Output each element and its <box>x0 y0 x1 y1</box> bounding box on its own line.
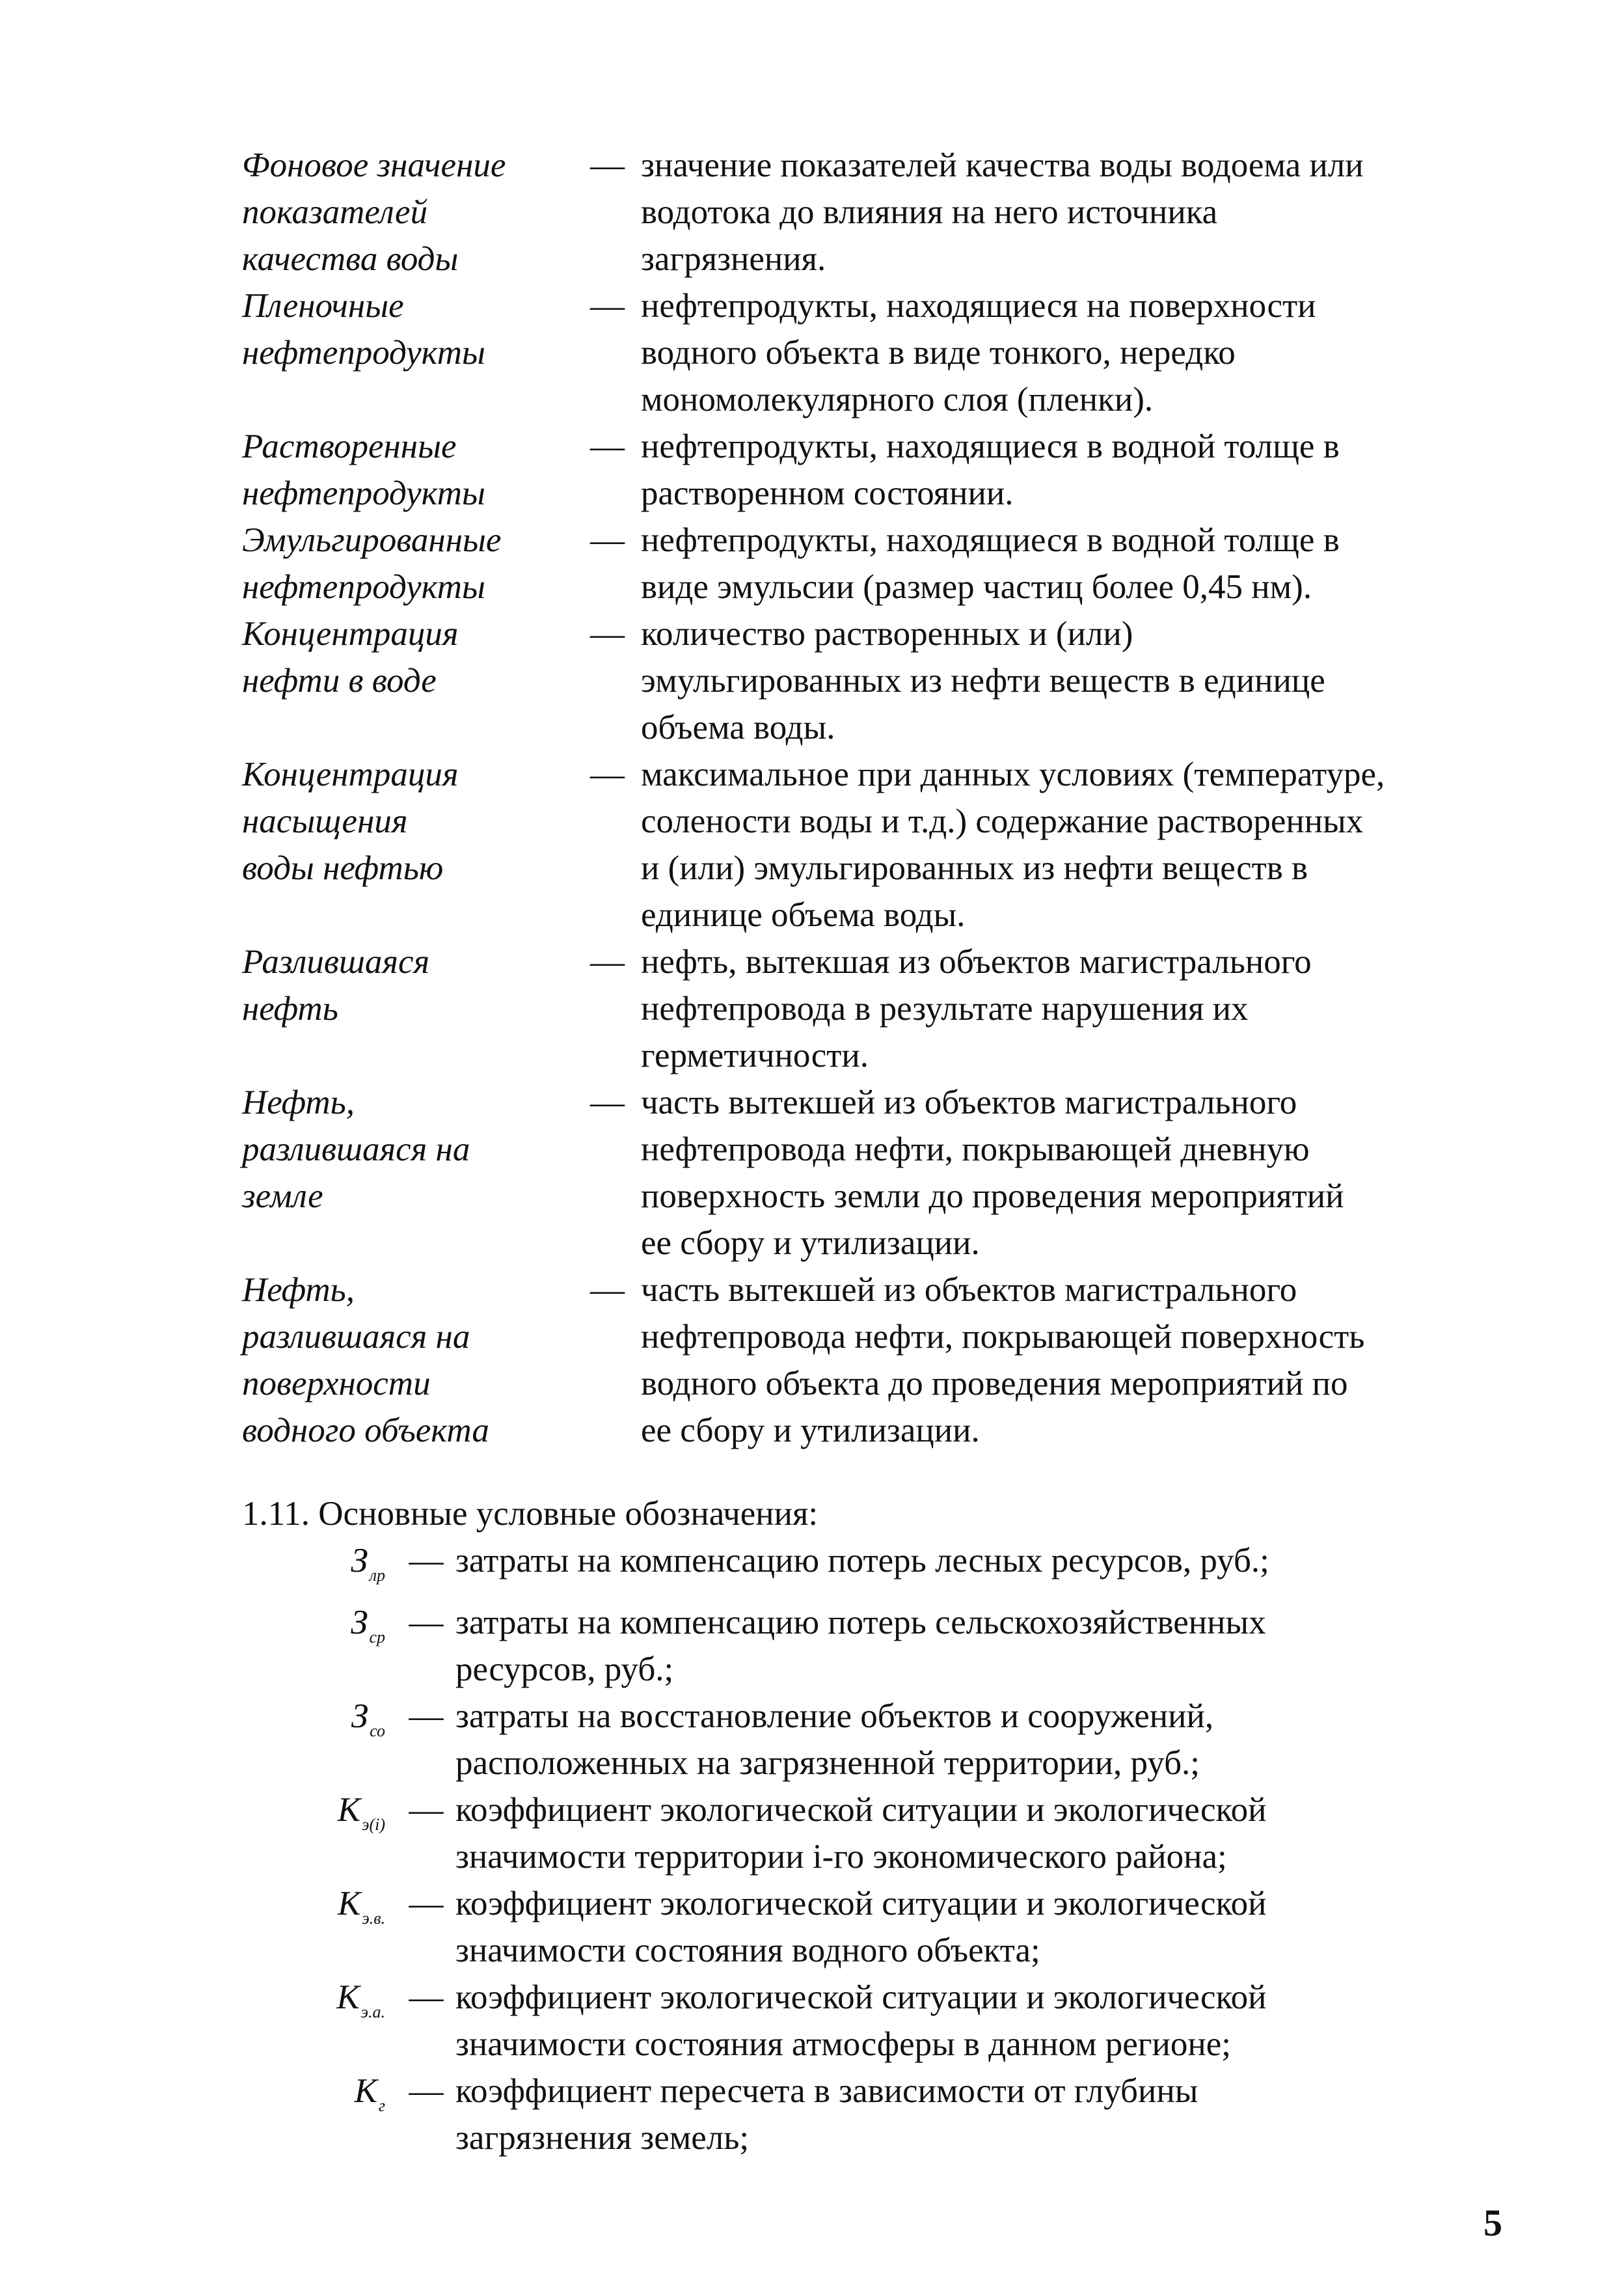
symbol: $З_{ср}$ <box>351 1604 385 1647</box>
symbol-dash: — <box>409 1978 444 2016</box>
definition-dash: — <box>590 287 625 325</box>
definition-term: Концентрация нефти в воде <box>242 615 459 700</box>
symbol-dash: — <box>409 1791 444 1829</box>
definition-text: количество растворенных и (или) эмульгированных из нефти веществ в единице объема воды. <box>641 615 1325 746</box>
definition-item <box>242 423 1530 517</box>
symbol-item <box>242 2068 1530 2161</box>
definition-dash: — <box>590 1084 625 1121</box>
definition-text: часть вытекшей из объектов магистрального нефтепровода нефти, покрывающей дневную поверхность земли до проведения мероприятий ее сбору и утилизации. <box>641 1084 1344 1262</box>
symbol-description: коэффициент экологической ситуации и экологической значимости состояния водного объекта; <box>455 1885 1267 1969</box>
symbol-description: затраты на компенсацию потерь лесных ресурсов, руб.; <box>455 1542 1269 1579</box>
definition-dash: — <box>590 428 625 465</box>
symbol-item <box>242 1880 1530 1974</box>
definition-dash: — <box>590 146 625 184</box>
definition-text: нефтепродукты, находящиеся на поверхности водного объекта в виде тонкого, нередко мономолекулярного слоя (пленки). <box>641 287 1316 418</box>
symbol-dash: — <box>409 1885 444 1922</box>
definition-item <box>242 1266 1530 1454</box>
symbol-item <box>242 1537 1530 1599</box>
definition-term: Фоновое значение показателей качества воды <box>242 146 506 278</box>
definition-text: максимальное при данных условиях (температуре, солености воды и т.д.) содержание растворенных и (или) эмульгированных из нефти веществ в единице объема воды. <box>641 756 1385 934</box>
definition-term: Эмульгированные нефтепродукты <box>242 521 502 606</box>
definition-item <box>242 610 1530 751</box>
definition-dash: — <box>590 615 625 653</box>
symbol-item <box>242 1599 1530 1693</box>
definition-text: нефть, вытекшая из объектов магистрального нефтепровода в результате нарушения их герметичности. <box>641 943 1312 1074</box>
definition-item <box>242 1079 1530 1266</box>
definition-text: значение показателей качества воды водоема или водотока до влияния на него источника загрязнения. <box>641 146 1364 278</box>
symbol: $К_{э.в.}$ <box>338 1885 385 1928</box>
definition-dash: — <box>590 756 625 793</box>
definition-dash: — <box>590 1271 625 1309</box>
definition-term: Нефть, разлившаяся на поверхности водного объекта <box>242 1271 489 1449</box>
definition-item <box>242 282 1530 423</box>
symbol-dash: — <box>409 2072 444 2110</box>
symbol-description: коэффициент экологической ситуации и экологической значимости состояния атмосферы в данном регионе; <box>455 1978 1267 2063</box>
definition-term: Пленочные нефтепродукты <box>242 287 485 372</box>
symbol-dash: — <box>409 1697 444 1735</box>
definition-item <box>242 751 1530 938</box>
symbol-description: затраты на компенсацию потерь сельскохозяйственных ресурсов, руб.; <box>455 1604 1266 1688</box>
symbol: $К_{э.а.}$ <box>336 1978 385 2021</box>
symbol-description: коэффициент пересчета в зависимости от глубины загрязнения земель; <box>455 2072 1198 2157</box>
symbol: $К_г$ <box>354 2072 385 2115</box>
definition-term: Концентрация насыщения воды нефтью <box>242 756 459 887</box>
definition-dash: — <box>590 943 625 981</box>
symbol: $К_{э(i)}$ <box>337 1791 385 1834</box>
symbol: $З_{со}$ <box>351 1697 385 1740</box>
symbol-item <box>242 1974 1530 2068</box>
definition-text: часть вытекшей из объектов магистрального нефтепровода нефти, покрывающей поверхность водного объекта до проведения мероприятий по ее сбору и утилизации. <box>641 1271 1365 1449</box>
symbol-item <box>242 1786 1530 1880</box>
page-number: 5 <box>1483 2202 1502 2244</box>
definition-text: нефтепродукты, находящиеся в водной толще в виде эмульсии (размер частиц более 0,45 нм). <box>641 521 1340 606</box>
definition-item <box>242 142 1530 282</box>
definition-term: Разлившаяся нефть <box>242 943 430 1028</box>
symbol-description: коэффициент экологической ситуации и экологической значимости территории i-го экономического района; <box>455 1791 1267 1876</box>
definition-text: нефтепродукты, находящиеся в водной толще в растворенном состоянии. <box>641 428 1340 512</box>
symbol-dash: — <box>409 1604 444 1641</box>
section-heading: 1.11. Основные условные обозначения: <box>242 1495 819 1533</box>
symbols-list <box>242 1537 1530 2161</box>
symbol-dash: — <box>409 1542 444 1579</box>
definition-term: Растворенные нефтепродукты <box>242 428 485 512</box>
definition-term: Нефть, разлившаяся на земле <box>242 1084 470 1215</box>
definition-item <box>242 938 1530 1079</box>
symbol-description: затраты на восстановление объектов и сооружений, расположенных на загрязненной территории, руб.; <box>455 1697 1214 1782</box>
symbol-item <box>242 1693 1530 1786</box>
definitions-list <box>242 142 1530 1454</box>
definition-dash: — <box>590 521 625 559</box>
symbol: $З_{лр}$ <box>351 1542 385 1585</box>
definition-item <box>242 517 1530 610</box>
